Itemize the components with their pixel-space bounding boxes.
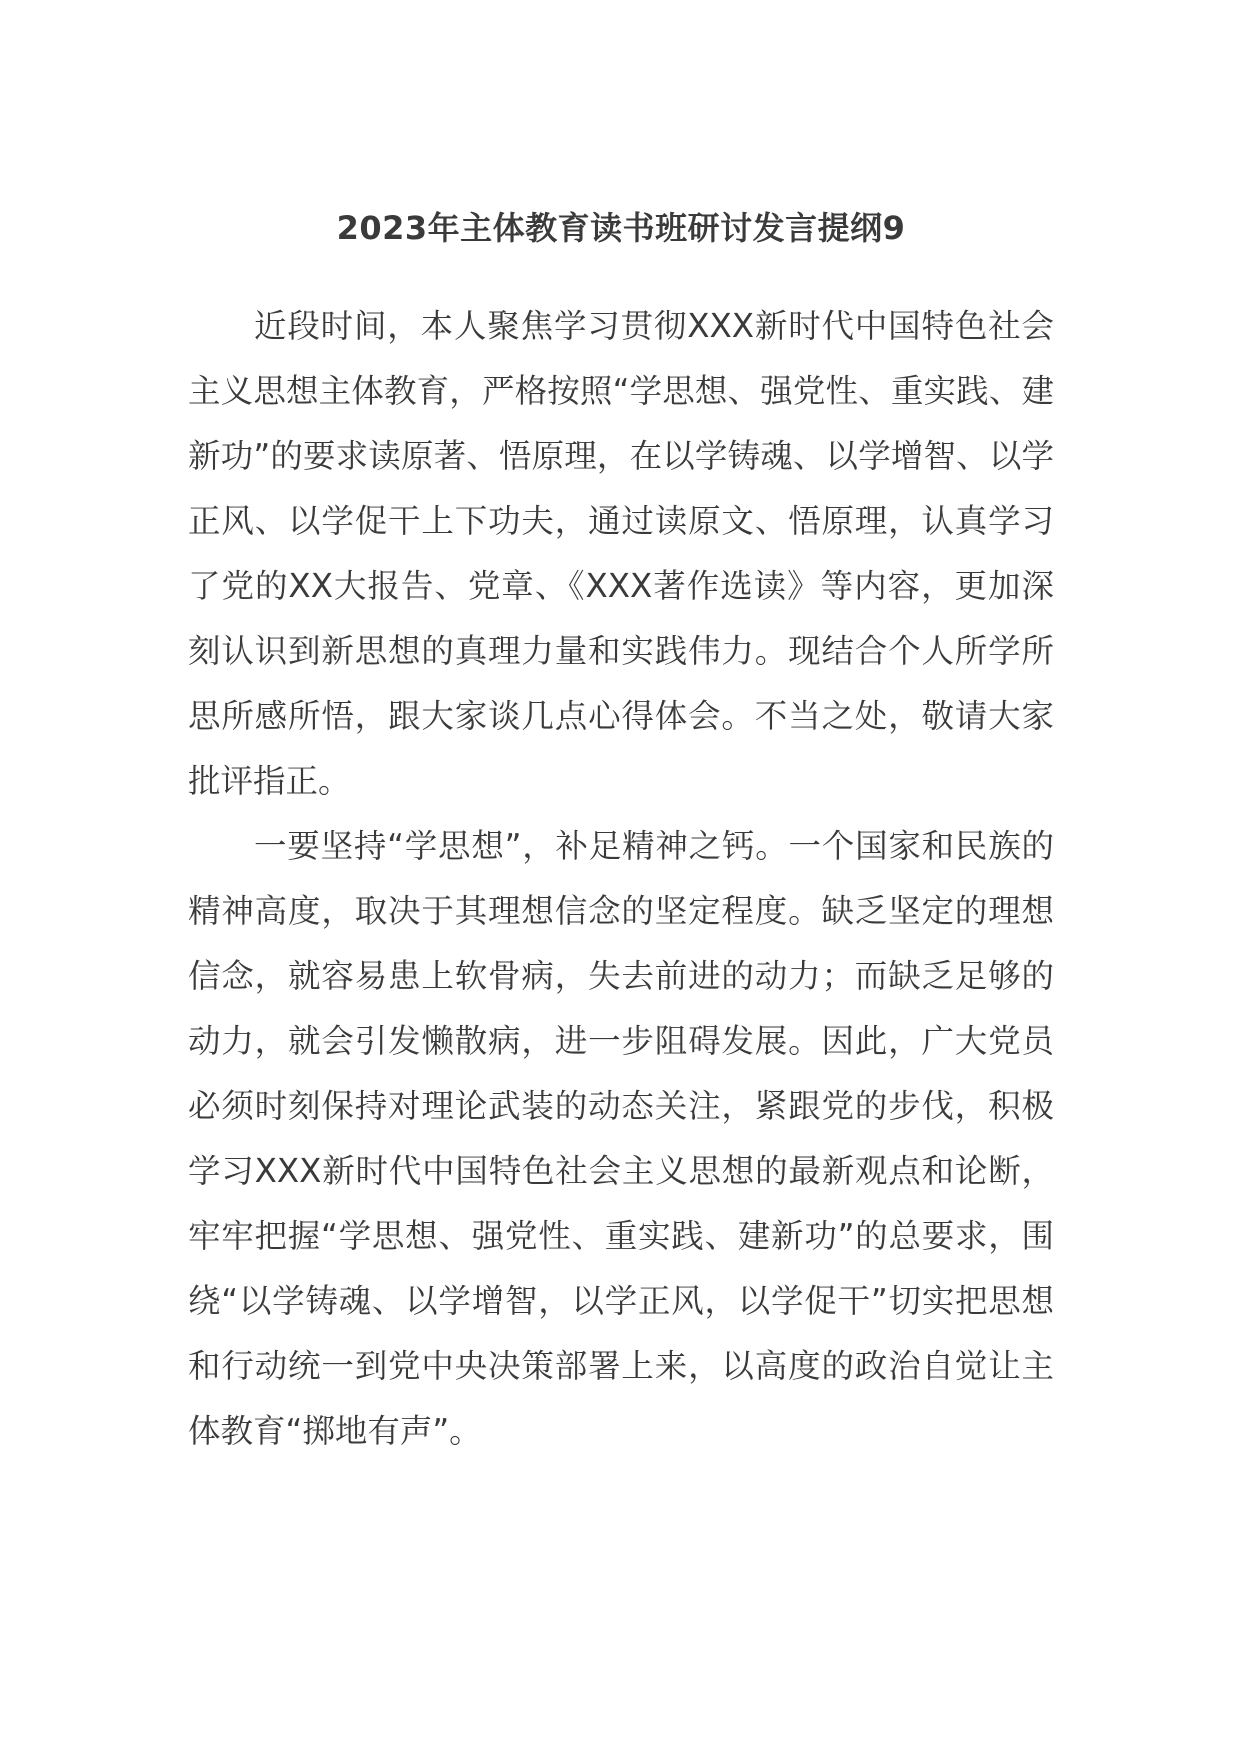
document-title: 2023年主体教育读书班研讨发言提纲9	[336, 209, 906, 247]
paragraph-study-thought: 一要坚持“学思想”，补足精神之钙。一个国家和民族的精神高度，取决于其理想信念的坚定程度。缺乏坚定的理想信念，就容易患上软骨病，失去前进的动力；而缺乏足够的动力，就会引发懒散病，进一步阻碍发展。因此，广大党员必须时刻保持对理论武装的动态关注，紧跟党的步伐，积极学习XXX新时代中国特色社会主义思想的最新观点和论断，牢牢把握“学思想、强党性、重实践、建新功”的总要求，围绕“以学铸魂、以学增智，以学正风，以学促干”切实把思想和行动统一到党中央决策部署上来，以高度的政治自觉让主体教育“掷地有声”。	[188, 827, 1054, 1450]
paragraph-intro: 近段时间，本人聚焦学习贯彻XXX新时代中国特色社会主义思想主体教育，严格按照“学思想、强党性、重实践、建新功”的要求读原著、悟原理，在以学铸魂、以学增智、以学正风、以学促干上下功夫，通过读原文、悟原理，认真学习了党的XX大报告、党章、《XXX著作选读》等内容，更加深刻认识到新思想的真理力量和实践伟力。现结合个人所学所思所感所悟，跟大家谈几点心得体会。不当之处，敬请大家批评指正。	[188, 307, 1054, 800]
document-body	[188, 294, 1054, 1464]
